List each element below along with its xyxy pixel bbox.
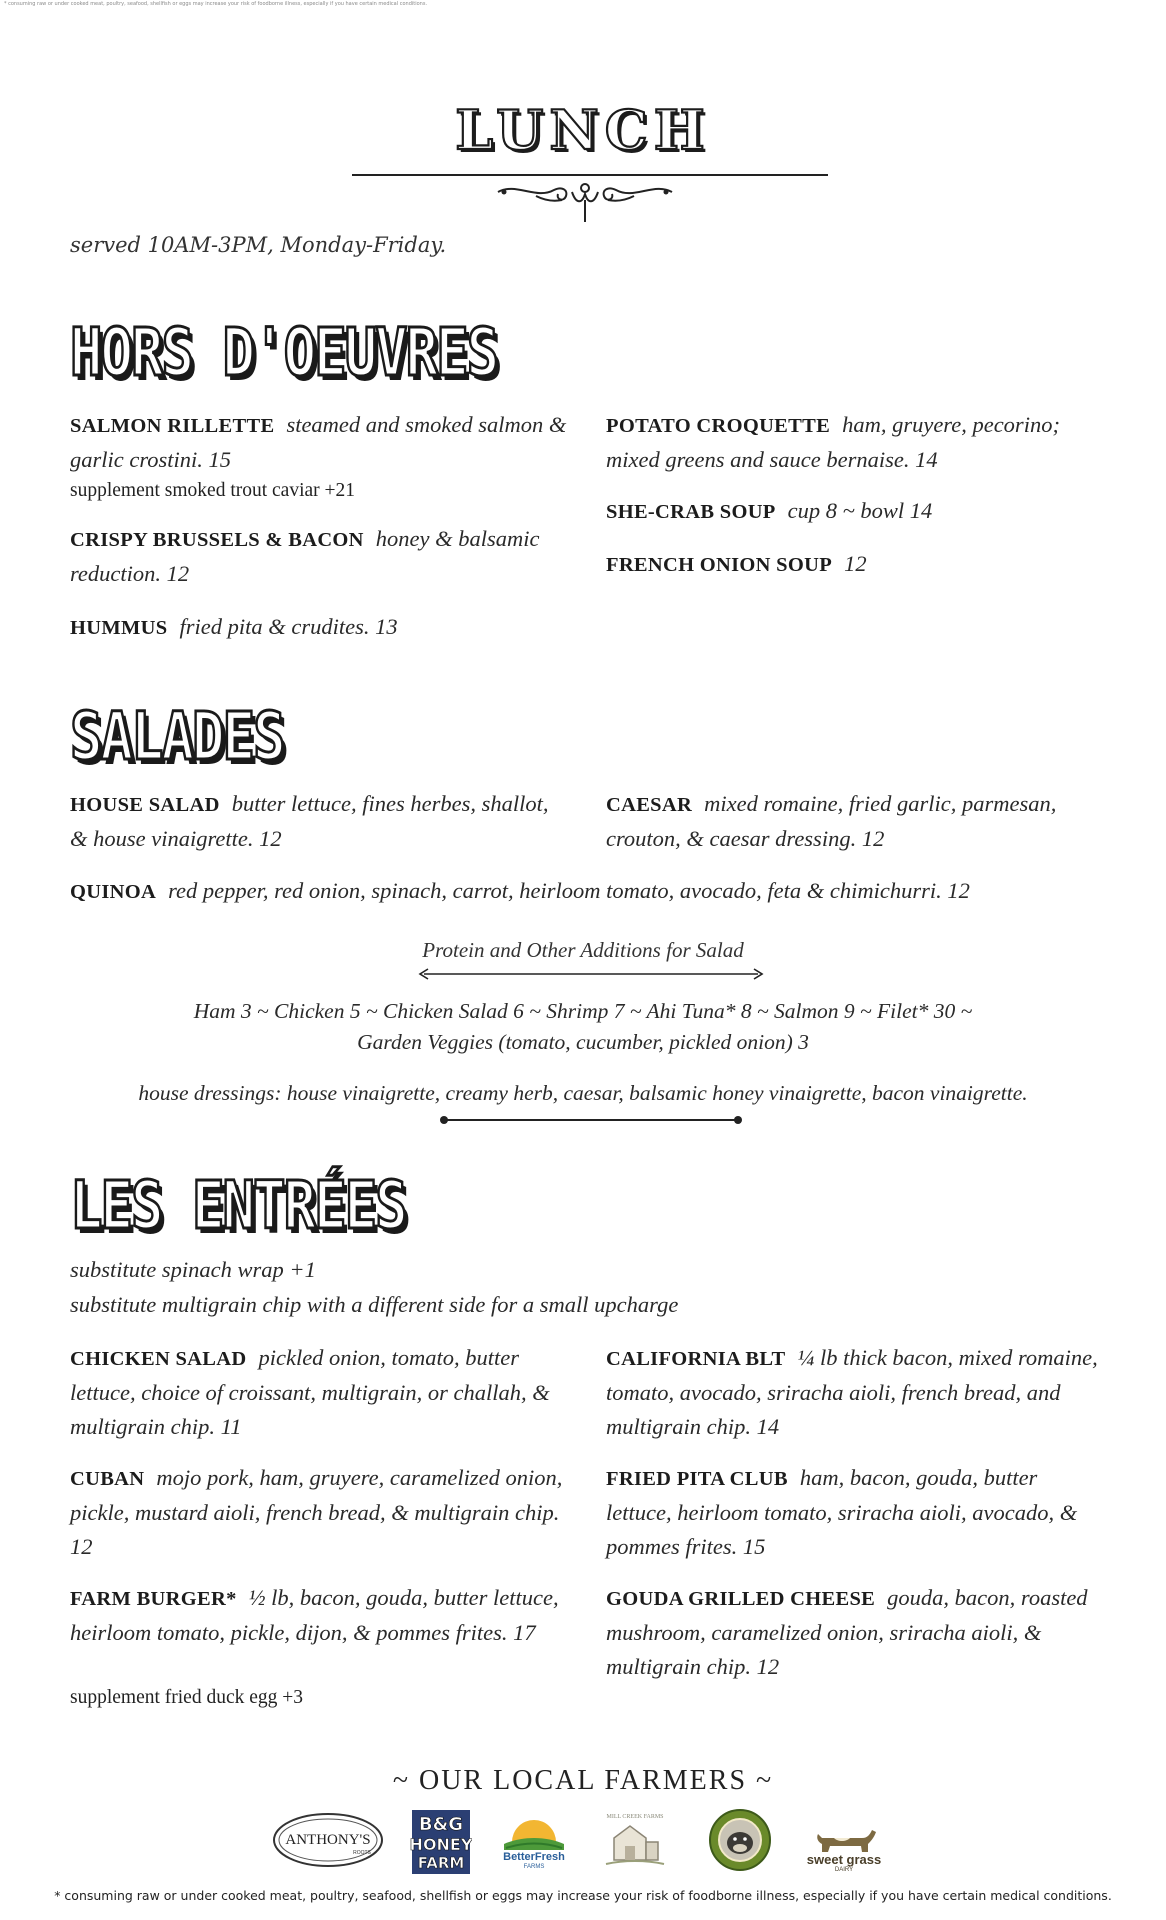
- svg-text:sweet grass: sweet grass: [806, 1852, 882, 1867]
- page-title: LUNCH: [455, 98, 711, 162]
- menu-item-potato-croquette: [606, 408, 1106, 477]
- supplement-caviar: supplement smoked trout caviar +21: [70, 480, 356, 501]
- svg-text:MILL CREEK FARMS: MILL CREEK FARMS: [606, 1814, 664, 1820]
- item-name: HUMMUS: [70, 617, 168, 639]
- item-desc: cup 8 ~ bowl 14: [787, 498, 933, 523]
- item-desc: red pepper, red onion, spinach, carrot, heirloom tomato, avocado, feta & chimichurri. 12: [168, 878, 970, 903]
- fine-print: * consuming raw or under cooked meat, poultry, seafood, shellfish or eggs may increase your risk of foodborne illness, especially if you have certain medical conditions.: [4, 1, 428, 7]
- menu-item-california-blt: [606, 1341, 1106, 1444]
- substitute-side-note: substitute multigrain chip with a different side for a small upcharge: [70, 1292, 679, 1317]
- item-desc: ¼ lb thick bacon, mixed romaine, tomato, avocado, sriracha aioli, french bread, and multigrain chip. 14: [606, 1345, 1098, 1439]
- item-name: CALIFORNIA BLT: [606, 1348, 786, 1370]
- additions-list: Ham 3 ~ Chicken 5 ~ Chicken Salad 6 ~ Shrimp 7 ~ Ahi Tuna* 8 ~ Salmon 9 ~ Filet* 30 ~: [193, 999, 973, 1023]
- menu-item-she-crab-soup: [606, 494, 1106, 529]
- item-desc: ham, gruyere, pecorino; mixed greens and sauce bernaise. 14: [606, 412, 1060, 472]
- mill-creek-farms-logo: [600, 1808, 670, 1874]
- svg-text:DAIRY: DAIRY: [834, 1867, 854, 1872]
- betterfresh-farms-logo: [498, 1808, 570, 1870]
- menu-item-salmon-rillette: [70, 408, 570, 477]
- menu-item-gouda-grilled-cheese: [606, 1581, 1106, 1684]
- item-desc: ham, bacon, gouda, butter lettuce, heirloom tomato, sriracha aioli, avocado, & pommes frites. 15: [606, 1465, 1078, 1559]
- additions-title: Protein and Other Additions for Salad: [422, 938, 744, 962]
- svg-text:HONEY: HONEY: [410, 1835, 472, 1854]
- item-name: CHICKEN SALAD: [70, 1348, 247, 1370]
- svg-text:BetterFresh: BetterFresh: [503, 1851, 565, 1863]
- house-dressings: house dressings: house vinaigrette, creamy herb, caesar, balsamic honey vinaigrette, bacon vinaigrette.: [138, 1081, 1028, 1105]
- svg-text:FARM: FARM: [417, 1854, 465, 1872]
- svg-text:ROOTS: ROOTS: [353, 1850, 371, 1856]
- title-rule: [352, 174, 828, 176]
- menu-item-fried-pita-club: [606, 1461, 1106, 1564]
- item-name: POTATO CROQUETTE: [606, 415, 831, 437]
- item-name: SHE-CRAB SOUP: [606, 501, 776, 523]
- item-name: FRIED PITA CLUB: [606, 1468, 788, 1490]
- item-desc: honey & balsamic reduction. 12: [70, 526, 540, 586]
- bg-honey-farm-logo: [410, 1808, 472, 1876]
- item-desc: steamed and smoked salmon & garlic crostini. 15: [70, 412, 567, 472]
- supplement-duck-egg: supplement fried duck egg +3: [70, 1687, 304, 1708]
- menu-item-caesar: [606, 787, 1106, 856]
- svg-text:B&G: B&G: [418, 1814, 464, 1835]
- served-hours: served 10AM-3PM, Monday-Friday.: [70, 233, 447, 257]
- item-name: GOUDA GRILLED CHEESE: [606, 1588, 876, 1610]
- menu-item-hummus: [70, 610, 570, 645]
- section-title-hors-doeuvres: HORS D'OEUVRES: [70, 314, 498, 391]
- item-name: CRISPY BRUSSELS & BACON: [70, 529, 364, 551]
- section-title-salades: SALADES: [70, 698, 284, 775]
- menu-item-quinoa: [70, 874, 1110, 909]
- item-desc: fried pita & crudites. 13: [179, 614, 398, 639]
- item-name: FARM BURGER*: [70, 1588, 237, 1610]
- item-name: CAESAR: [606, 794, 693, 816]
- menu-item-farm-burger: [70, 1581, 570, 1650]
- item-desc: gouda, bacon, roasted mushroom, caramelized onion, sriracha aioli, & multigrain chip. 12: [606, 1585, 1088, 1679]
- item-desc: pickled onion, tomato, butter lettuce, choice of croissant, multigrain, or challah, & multigrain chip. 11: [70, 1345, 550, 1439]
- menu-item-house-salad: [70, 787, 570, 856]
- anthonys-roots-logo: [270, 1808, 386, 1872]
- item-name: CUBAN: [70, 1468, 145, 1490]
- item-name: HOUSE SALAD: [70, 794, 220, 816]
- local-farmers-title: ~ OUR LOCAL FARMERS ~: [392, 1765, 774, 1796]
- svg-text:ANTHONY'S: ANTHONY'S: [285, 1832, 371, 1848]
- food-safety-footnote: * consuming raw or under cooked meat, poultry, seafood, shellfish or eggs may increase your risk of foodborne illness, especially if you have certain medical conditions.: [54, 1888, 1112, 1903]
- item-desc: mojo pork, ham, gruyere, caramelized onion, pickle, mustard aioli, french bread, & multigrain chip. 12: [70, 1465, 563, 1559]
- dot-line-divider-icon: [438, 1114, 744, 1126]
- item-desc: butter lettuce, fines herbes, shallot, & house vinaigrette. 12: [70, 791, 549, 851]
- item-desc: ½ lb, bacon, gouda, butter lettuce, heirloom tomato, pickle, dijon, & pommes frites. 17: [70, 1585, 559, 1645]
- flourish-ornament-icon: [496, 178, 674, 224]
- additions-garden-veggies: Garden Veggies (tomato, cucumber, pickled onion) 3: [357, 1030, 809, 1054]
- item-desc: 12: [844, 551, 867, 576]
- item-desc: mixed romaine, fried garlic, parmesan, crouton, & caesar dressing. 12: [606, 791, 1057, 851]
- item-name: SALMON RILLETTE: [70, 415, 275, 437]
- menu-item-chicken-salad: [70, 1341, 570, 1444]
- item-name: QUINOA: [70, 881, 157, 903]
- menu-item-crispy-brussels: [70, 522, 570, 591]
- section-title-les-entrees: LES ENTRÉES: [70, 1167, 406, 1244]
- menu-item-french-onion-soup: [606, 547, 1106, 582]
- double-arrow-divider-icon: [418, 968, 764, 980]
- farmer-logos: [270, 1808, 910, 1880]
- southern-swiss-dairy-logo: [708, 1808, 772, 1872]
- sweet-grass-dairy-logo: [806, 1808, 882, 1872]
- svg-text:FARMS: FARMS: [523, 1864, 545, 1870]
- substitute-wrap-note: substitute spinach wrap +1: [70, 1257, 316, 1282]
- item-name: FRENCH ONION SOUP: [606, 554, 833, 576]
- menu-item-cuban: [70, 1461, 570, 1564]
